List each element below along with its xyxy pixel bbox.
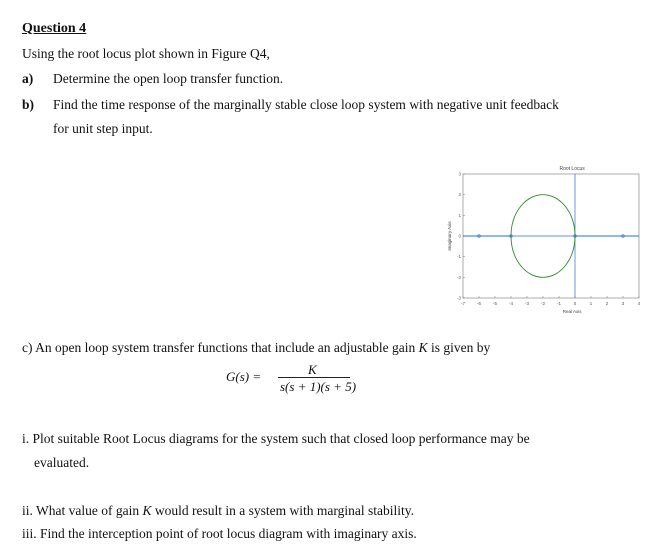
part-c-pre: c) An open loop system transfer functions that include an adjustable gain bbox=[22, 340, 419, 355]
y-tick-label: 1 bbox=[458, 212, 461, 218]
y-tick-label: -3 bbox=[456, 295, 461, 301]
root-locus-chart bbox=[447, 166, 641, 314]
x-tick-label: 3 bbox=[621, 301, 625, 306]
x-tick-label: -1 bbox=[556, 301, 562, 306]
y-tick-label: 0 bbox=[458, 233, 461, 239]
part-a-text: Determine the open loop transfer function. bbox=[53, 71, 284, 86]
x-tick-label: -2 bbox=[540, 301, 546, 306]
x-axis-label: Real Axis bbox=[562, 309, 582, 314]
y-tick-label: -2 bbox=[456, 274, 461, 280]
question-intro: Using the root locus plot shown in Figure Q4, bbox=[22, 46, 270, 61]
question-title: Question 4 bbox=[22, 21, 87, 36]
sub-iii-text: iii. Find the interception point of root locus diagram with imaginary axis. bbox=[22, 526, 417, 541]
gain-symbol-ii: K bbox=[142, 503, 152, 518]
y-tick-label: -1 bbox=[456, 254, 461, 260]
part-b-text-line1: Find the time response of the marginally stable close loop system with negative unit feedback bbox=[53, 97, 559, 112]
x-tick-label: -7 bbox=[460, 301, 466, 306]
part-c-post: is given by bbox=[427, 340, 491, 355]
sub-ii-post: would result in a system with marginal stability. bbox=[151, 503, 414, 518]
gain-symbol: K bbox=[418, 340, 428, 355]
sub-i-text-line2: evaluated. bbox=[34, 455, 90, 470]
y-axis-label: Imaginary Axis bbox=[447, 221, 452, 251]
x-tick-label: -6 bbox=[476, 301, 482, 306]
part-a-marker: a) bbox=[22, 71, 34, 86]
transfer-function-lhs: G(s) = bbox=[226, 369, 262, 384]
y-tick-label: 3 bbox=[458, 171, 461, 177]
part-b-marker: b) bbox=[22, 97, 35, 112]
x-tick-label: 1 bbox=[589, 301, 593, 306]
fraction-bar bbox=[278, 377, 350, 378]
x-tick-label: 4 bbox=[637, 301, 641, 306]
root-locus-figure bbox=[433, 160, 653, 320]
x-tick-label: -3 bbox=[524, 301, 530, 306]
transfer-function-denominator: s(s + 1)(s + 5) bbox=[280, 379, 357, 394]
part-c-text bbox=[22, 340, 490, 356]
y-tick-label: 2 bbox=[458, 192, 461, 198]
part-b-text-line2: for unit step input. bbox=[53, 121, 153, 136]
chart-title: Root Locus bbox=[559, 166, 585, 172]
x-tick-label: 0 bbox=[573, 301, 577, 306]
x-tick-label: -4 bbox=[508, 301, 514, 306]
x-tick-label: -5 bbox=[492, 301, 498, 306]
sub-i-text-line1: i. Plot suitable Root Locus diagrams for the system such that closed loop performance may be bbox=[22, 431, 530, 446]
transfer-function-numerator: K bbox=[308, 362, 317, 377]
sub-ii-text bbox=[22, 503, 414, 519]
x-tick-label: 2 bbox=[605, 301, 609, 306]
sub-ii-pre: ii. What value of gain bbox=[22, 503, 143, 518]
